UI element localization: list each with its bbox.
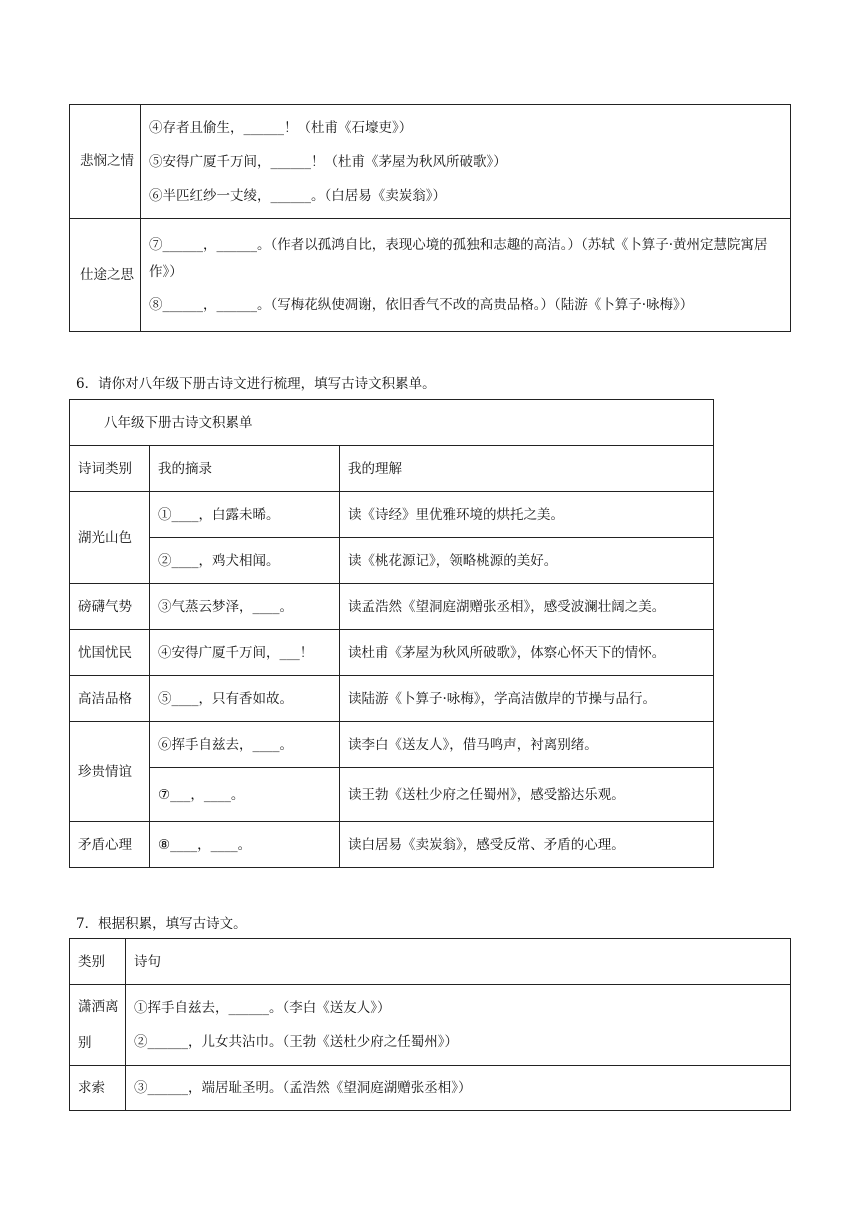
understanding-cell: 读陆游《卜算子·咏梅》，学高洁傲岸的节操与品行。 xyxy=(340,676,714,722)
header-excerpt: 我的摘录 xyxy=(150,446,340,492)
table-row xyxy=(70,492,714,538)
excerpt-cell: ⑥挥手自兹去，____。 xyxy=(150,722,340,768)
understanding-cell: 读孟浩然《望洞庭湖赠张丞相》，感受波澜壮阔之美。 xyxy=(340,584,714,630)
poem-line: ⑦______，______。（作者以孤鸿自比，表现心境的孤独和志趣的高洁。）（苏轼《卜算子·黄州定慧院寓居作》） xyxy=(149,236,768,280)
understanding-cell: 读王勃《送杜少府之任蜀州》，感受豁达乐观。 xyxy=(340,768,714,822)
table-row xyxy=(70,219,791,332)
category-cell: 求索 xyxy=(70,1066,126,1111)
table-title-row xyxy=(70,400,714,446)
category-cell xyxy=(70,219,141,332)
excerpt-cell: ⑧____，____。 xyxy=(150,822,340,868)
table-row xyxy=(70,584,714,630)
table-row xyxy=(70,985,791,1066)
category-cell xyxy=(70,985,126,1066)
category-cell: 矛盾心理 xyxy=(70,822,150,868)
excerpt-cell: ④安得广厦千万间，___！ xyxy=(150,630,340,676)
understanding-cell: 读白居易《卖炭翁》，感受反常、矛盾的心理。 xyxy=(340,822,714,868)
table-row xyxy=(70,722,714,768)
table-row xyxy=(70,676,714,722)
category-cell: 珍贵情谊 xyxy=(70,722,150,822)
category-cell: 湖光山色 xyxy=(70,492,150,584)
table-row xyxy=(70,1066,791,1111)
understanding-cell: 读《诗经》里优雅环境的烘托之美。 xyxy=(340,492,714,538)
question-7-prompt: 7．根据积累，填写古诗文。 xyxy=(76,916,247,932)
excerpt-cell: ②____，鸡犬相闻。 xyxy=(150,538,340,584)
table-header-row xyxy=(70,446,714,492)
excerpt-cell: ⑤____，只有香如故。 xyxy=(150,676,340,722)
poem-line: ①挥手自兹去，______。（李白《送友人》） xyxy=(134,1000,391,1016)
header-category: 诗词类别 xyxy=(70,446,150,492)
table-row xyxy=(70,538,714,584)
category-cell: 忧国忧民 xyxy=(70,630,150,676)
lines-cell xyxy=(141,105,791,219)
poem-line: ⑧______，______。（写梅花纵使凋谢，依旧香气不改的高贵品格。）（陆游《卜算子·咏梅》） xyxy=(149,296,694,313)
understanding-cell: 读李白《送友人》，借马鸣声，衬离别绪。 xyxy=(340,722,714,768)
poetry-table-continued xyxy=(69,104,791,332)
table-row xyxy=(70,768,714,822)
question-6-prompt: 6．请你对八年级下册古诗文进行梳理，填写古诗文积累单。 xyxy=(76,376,436,392)
understanding-cell: 读《桃花源记》，领略桃源的美好。 xyxy=(340,538,714,584)
category-label: 悲悯之情 xyxy=(80,153,134,169)
header-lines: 诗句 xyxy=(126,939,791,985)
poem-line: ⑤安得广厦千万间，______！（杜甫《茅屋为秋风所破歌》） xyxy=(149,153,507,170)
accumulation-table xyxy=(69,399,714,868)
lines-cell xyxy=(126,985,791,1066)
category-label: 仕途之思 xyxy=(80,266,134,283)
table-title: 八年级下册古诗文积累单 xyxy=(70,400,714,446)
poem-fill-table xyxy=(69,938,791,1111)
category-cell: 磅礴气势 xyxy=(70,584,150,630)
poem-line: ④存者且偷生，______！（杜甫《石壕吏》） xyxy=(149,119,413,136)
understanding-cell: 读杜甫《茅屋为秋风所破歌》，体察心怀天下的情怀。 xyxy=(340,630,714,676)
lines-cell: ③______，端居耻圣明。（孟浩然《望洞庭湖赠张丞相》） xyxy=(126,1066,791,1111)
category-cell xyxy=(70,105,141,219)
table-row xyxy=(70,630,714,676)
category-cell: 高洁品格 xyxy=(70,676,150,722)
header-category: 类别 xyxy=(70,939,126,985)
excerpt-cell: ⑦___，____。 xyxy=(150,768,340,822)
table-row xyxy=(70,105,791,219)
lines-cell xyxy=(141,219,791,332)
header-understanding: 我的理解 xyxy=(340,446,714,492)
category-label: 潇洒离别 xyxy=(78,999,119,1051)
excerpt-cell: ①____，白露未晞。 xyxy=(150,492,340,538)
table-row xyxy=(70,822,714,868)
table-header-row xyxy=(70,939,791,985)
poem-line: ②______，儿女共沾巾。（王勃《送杜少府之任蜀州》） xyxy=(134,1034,458,1050)
poem-line: ⑥半匹红纱一丈绫，______。（白居易《卖炭翁》） xyxy=(149,187,446,204)
excerpt-cell: ③气蒸云梦泽，____。 xyxy=(150,584,340,630)
